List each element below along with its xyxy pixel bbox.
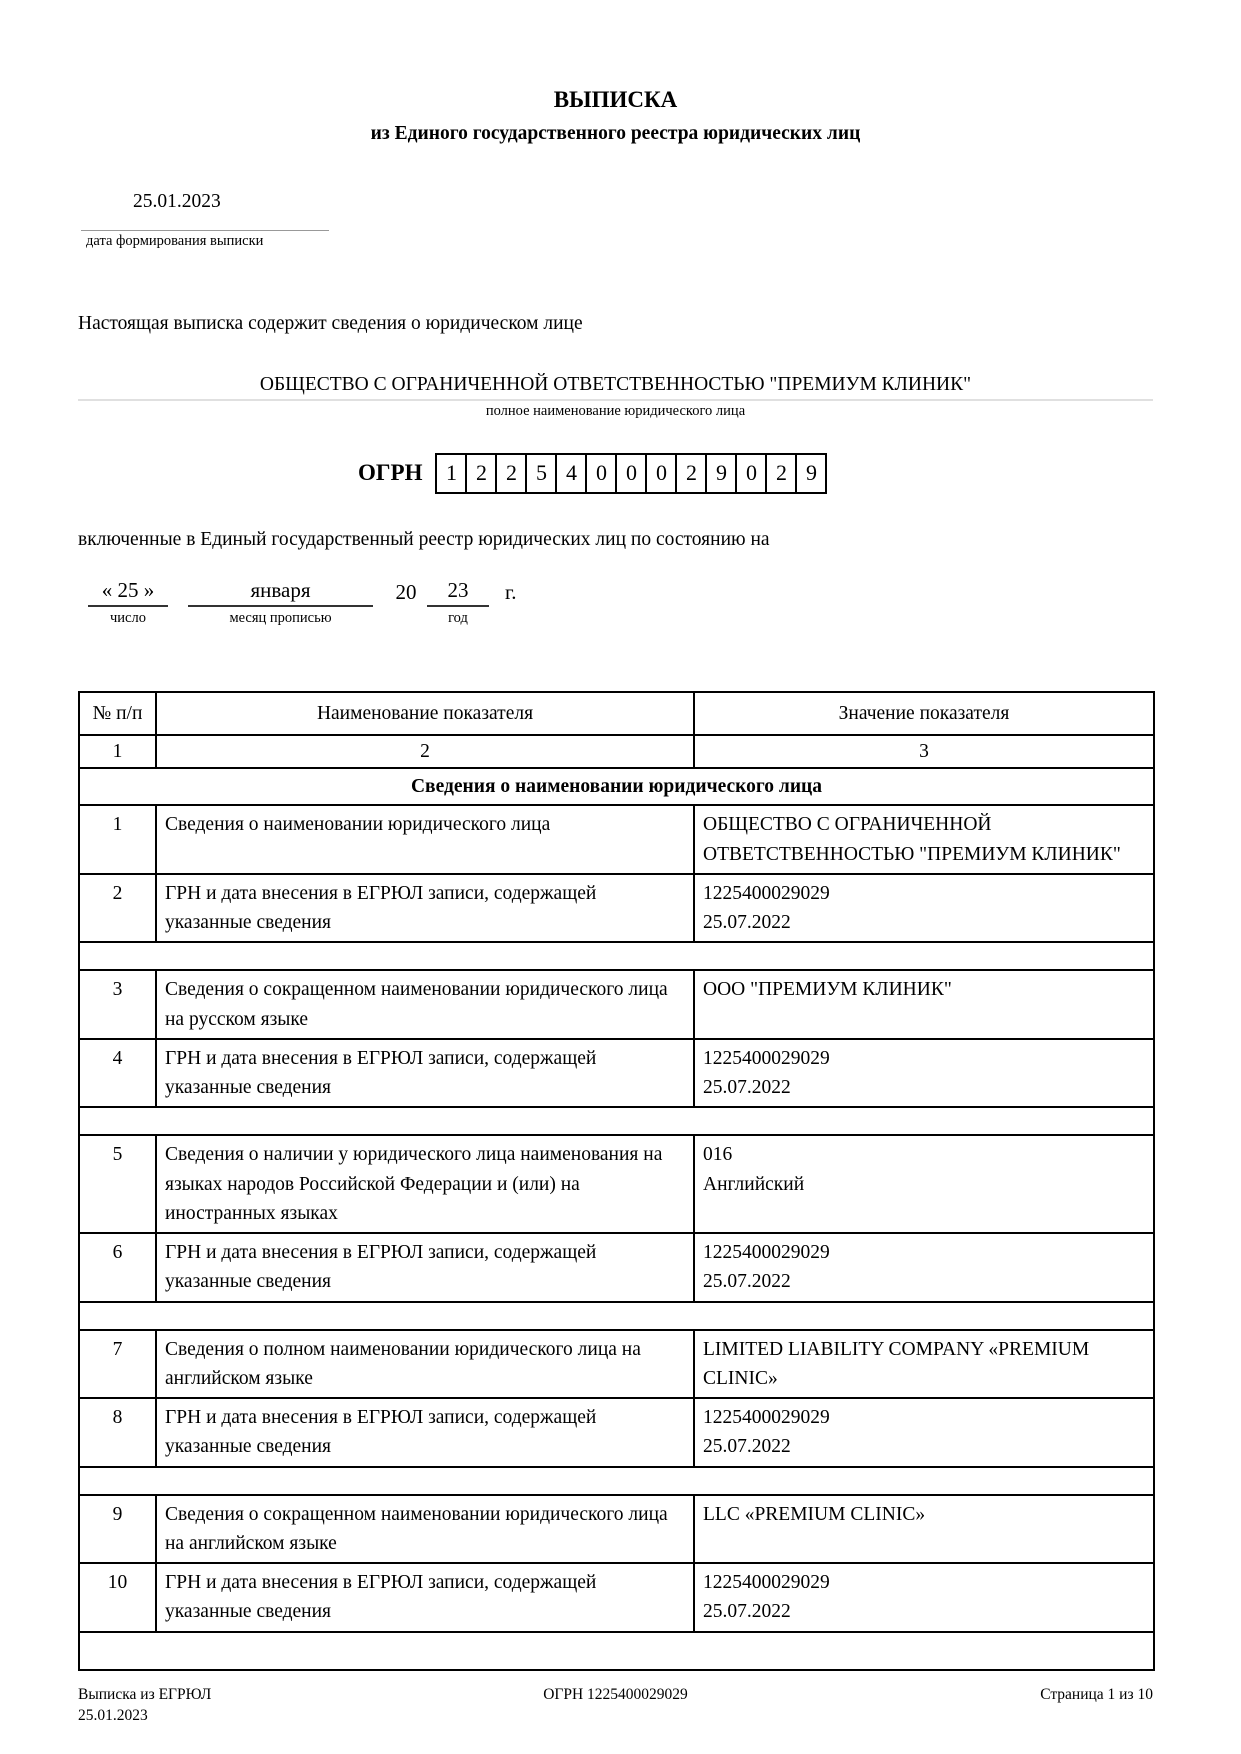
spacer-row [79, 942, 1154, 970]
info-table [78, 691, 1155, 1671]
month-label: месяц прописью [229, 609, 332, 626]
spacer-row [79, 1107, 1154, 1135]
ogrn-digit: 4 [555, 453, 587, 494]
indicator-value-line: 1225400029029 [703, 1242, 830, 1264]
footer-left [78, 1685, 436, 1727]
indicator-value-line: 25.07.2022 [703, 1271, 791, 1293]
indicator-value-line: 1225400029029 [703, 1572, 830, 1594]
document-subtitle: из Единого государственного реестра юридических лиц [370, 122, 861, 144]
indicator-value [694, 1330, 1154, 1399]
table-row [79, 1563, 1154, 1632]
column-number-row [79, 735, 1154, 768]
header-cell-value: Значение показателя [694, 692, 1154, 735]
as-of-year: 23 [427, 578, 489, 607]
footer-page-number: Страница 1 из 10 [1040, 1685, 1153, 1703]
table-row [79, 1330, 1154, 1399]
indicator-value-line: LIMITED LIABILITY COMPANY «PREMIUM CLINIC» [703, 1338, 1090, 1389]
indicator-name: Сведения о наименовании юридического лица [156, 805, 694, 874]
indicator-name: Сведения о наличии у юридического лица наименования на языках народов Российской Федерации и (или) на иностранных языках [156, 1135, 694, 1233]
table-body [79, 692, 1154, 1670]
indicator-value [694, 1495, 1154, 1564]
company-name-label: полное наименование юридического лица [485, 402, 746, 419]
spacer-cell [79, 1467, 1154, 1495]
indicator-name: Сведения о сокращенном наименовании юридического лица на русском языке [156, 970, 694, 1039]
indicator-name: Сведения о полном наименовании юридического лица на английском языке [156, 1330, 694, 1399]
indicator-value [694, 805, 1154, 874]
spacer-cell [79, 1107, 1154, 1135]
as-of-century: 20 [395, 579, 417, 604]
indicator-name: ГРН и дата внесения в ЕГРЮЛ записи, содержащей указанные сведения [156, 1233, 694, 1302]
spacer-cell [79, 942, 1154, 970]
spacer-row [79, 1632, 1154, 1670]
indicator-value-line: LLC «PREMIUM CLINIC» [703, 1503, 926, 1525]
indicator-value [694, 1563, 1154, 1632]
table-row [79, 1398, 1154, 1467]
row-number: 5 [79, 1135, 156, 1233]
ogrn-digit: 5 [525, 453, 557, 494]
row-number: 9 [79, 1495, 156, 1564]
ogrn-digit: 2 [465, 453, 497, 494]
table-row [79, 874, 1154, 943]
formation-date-rule [81, 230, 329, 231]
indicator-value-line: 25.07.2022 [703, 912, 791, 934]
row-number: 1 [79, 805, 156, 874]
indicator-value [694, 1135, 1154, 1233]
ogrn-label: ОГРН [358, 460, 423, 486]
company-full-name: ОБЩЕСТВО С ОГРАНИЧЕННОЙ ОТВЕТСТВЕННОСТЬЮ "ПРЕМИУМ КЛИНИК" [259, 373, 972, 395]
ogrn-digit: 9 [705, 453, 737, 494]
column-number-2: 2 [156, 735, 694, 768]
page-footer [78, 1685, 1153, 1727]
spacer-row [79, 1302, 1154, 1330]
indicator-value-line: Английский [703, 1173, 805, 1195]
formation-date: 25.01.2023 [133, 190, 221, 212]
as-of-year-suffix: г. [505, 579, 517, 604]
spacer-cell [79, 1632, 1154, 1670]
company-name-rule [78, 399, 1153, 401]
indicator-value-line: 1225400029029 [703, 1407, 830, 1429]
indicator-value [694, 1398, 1154, 1467]
indicator-value-line: 1225400029029 [703, 1047, 830, 1069]
spacer-row [79, 1467, 1154, 1495]
ogrn-digit: 0 [735, 453, 767, 494]
indicator-value [694, 1039, 1154, 1108]
header-cell-name: Наименование показателя [156, 692, 694, 735]
row-number: 8 [79, 1398, 156, 1467]
ogrn-digit: 2 [495, 453, 527, 494]
header-cell-num: № п/п [79, 692, 156, 735]
indicator-value-line: 1225400029029 [703, 882, 830, 904]
column-number-3: 3 [694, 735, 1154, 768]
indicator-value [694, 874, 1154, 943]
ogrn-digit: 0 [645, 453, 677, 494]
day-label: число [110, 609, 146, 626]
indicator-value [694, 970, 1154, 1039]
table-row [79, 970, 1154, 1039]
formation-date-label: дата формирования выписки [86, 232, 264, 249]
as-of-date-labels [78, 610, 1153, 627]
column-number-1: 1 [79, 735, 156, 768]
table-row [79, 1495, 1154, 1564]
indicator-name: ГРН и дата внесения в ЕГРЮЛ записи, содержащей указанные сведения [156, 1398, 694, 1467]
row-number: 3 [79, 970, 156, 1039]
row-number: 6 [79, 1233, 156, 1302]
indicator-value-line: ОБЩЕСТВО С ОГРАНИЧЕННОЙ ОТВЕТСТВЕННОСТЬЮ "ПРЕМИУМ КЛИНИК" [703, 814, 1121, 865]
indicator-name: ГРН и дата внесения в ЕГРЮЛ записи, содержащей указанные сведения [156, 874, 694, 943]
indicator-name: ГРН и дата внесения в ЕГРЮЛ записи, содержащей указанные сведения [156, 1039, 694, 1108]
spacer-cell [79, 1302, 1154, 1330]
row-number: 4 [79, 1039, 156, 1108]
footer-date: 25.01.2023 [78, 1706, 148, 1724]
indicator-value-line: ООО "ПРЕМИУМ КЛИНИК" [703, 979, 952, 1001]
state-line: включенные в Единый государственный реестр юридических лиц по состоянию на [78, 528, 770, 550]
footer-doc-name: Выписка из ЕГРЮЛ [78, 1685, 212, 1703]
document-title: ВЫПИСКА [553, 87, 678, 112]
ogrn-digit-boxes [435, 453, 827, 494]
table-row [79, 1039, 1154, 1108]
row-number: 7 [79, 1330, 156, 1399]
ogrn-digit: 0 [585, 453, 617, 494]
row-number: 10 [79, 1563, 156, 1632]
indicator-value-line: 016 [703, 1144, 733, 1166]
table-row [79, 805, 1154, 874]
footer-ogrn: ОГРН 1225400029029 [543, 1685, 688, 1703]
indicator-value-line: 25.07.2022 [703, 1077, 791, 1099]
row-number: 2 [79, 874, 156, 943]
indicator-name: ГРН и дата внесения в ЕГРЮЛ записи, содержащей указанные сведения [156, 1563, 694, 1632]
indicator-value-line: 25.07.2022 [703, 1436, 791, 1458]
ogrn-digit: 1 [435, 453, 467, 494]
intro-line: Настоящая выписка содержит сведения о юридическом лице [78, 312, 583, 334]
indicator-value [694, 1233, 1154, 1302]
ogrn-row [358, 453, 1153, 494]
ogrn-digit: 9 [795, 453, 827, 494]
ogrn-digit: 2 [675, 453, 707, 494]
ogrn-digit: 2 [765, 453, 797, 494]
as-of-date-line [78, 578, 1153, 607]
ogrn-digit: 0 [615, 453, 647, 494]
section-title: Сведения о наименовании юридического лица [79, 768, 1154, 805]
table-header-row [79, 692, 1154, 735]
year-label: год [448, 609, 468, 626]
section-row [79, 768, 1154, 805]
as-of-month: января [188, 578, 373, 607]
as-of-day: « 25 » [88, 578, 168, 607]
table-row [79, 1233, 1154, 1302]
indicator-value-line: 25.07.2022 [703, 1601, 791, 1623]
indicator-name: Сведения о сокращенном наименовании юридического лица на английском языке [156, 1495, 694, 1564]
table-row [79, 1135, 1154, 1233]
